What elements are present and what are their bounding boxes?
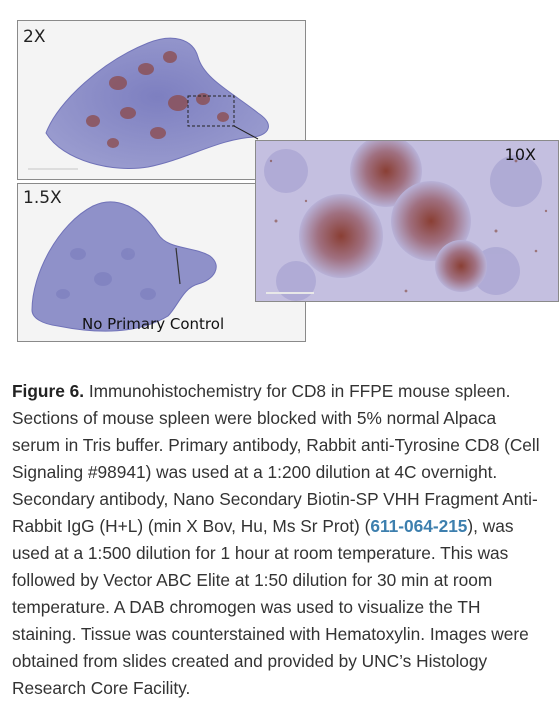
caption-text-part2: ), was used at a 1:500 dilution for 1 hour at room temperature. This was followed by Vector ABC Elite at 1:50 dilution for 30 min at room temperature. A DAB chromogen was used to visualize the TH staining. Tissue was counterstained with Hematoxylin. Images were obtained from slides created and provided by UNC’s Histology Research Core Facility. [12,516,529,698]
figure-label: Figure 6. [12,381,85,401]
spleen-section-10x [256,141,559,302]
catalog-number-link[interactable]: 611-064-215 [370,516,468,536]
caption-text-part1: Immunohistochemistry for CD8 in FFPE mouse spleen. Sections of mouse spleen were blocked with 5% normal Alpaca serum in Tris buffer. Primary antibody, Rabbit anti-Tyrosine CD8 (Cell Signaling #98941) was used at a 1:200 dilution at 4C overnight. Secondary antibody, Nano Secondary Biotin-SP VHH Fragment Anti-Rabbit IgG (H+L) (min X Bov, Hu, Ms Sr Prot) ( [12,381,540,536]
magnification-label-10x: 10X [504,145,536,164]
magnification-label-1-5x: 1.5X [23,188,62,208]
figure-caption [12,378,542,702]
magnification-label-2x: 2X [23,27,46,47]
no-primary-control-label: No Primary Control [82,315,225,333]
panel-10x-zoom [255,140,559,302]
